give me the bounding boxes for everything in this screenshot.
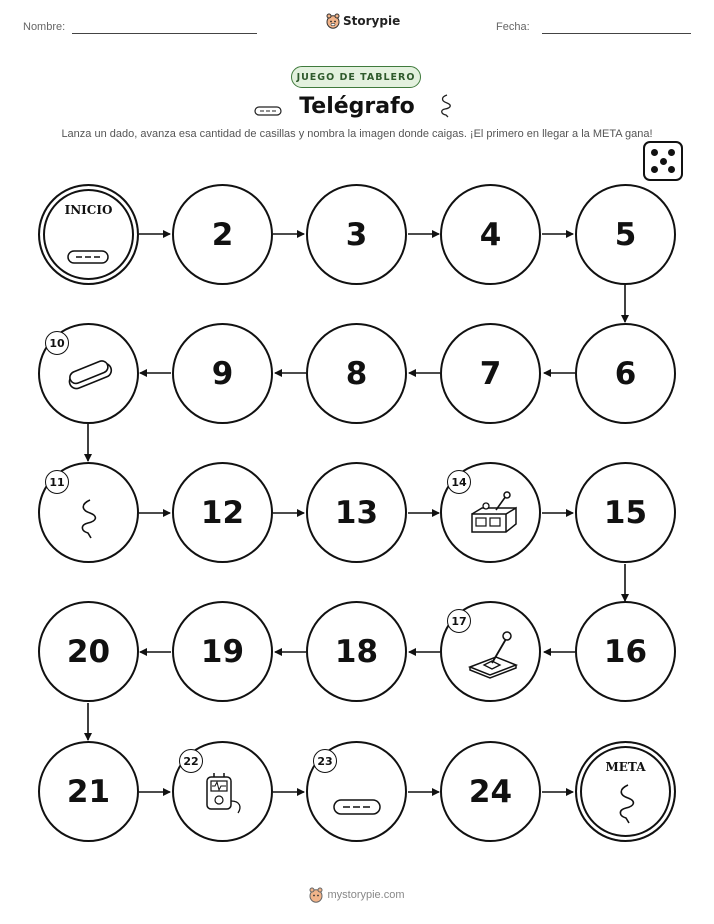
date-label: Fecha:: [496, 21, 530, 33]
board-cell-21: 21: [38, 741, 139, 842]
board-cell-start: [38, 184, 139, 285]
board-cell-2: 2: [172, 184, 273, 285]
board-cell-12: 12: [172, 462, 273, 563]
board-cell-23: [306, 741, 407, 842]
board-cell-3: 3: [306, 184, 407, 285]
finish-label: META: [605, 760, 646, 774]
cell-number-badge: 22: [179, 749, 203, 773]
board-cell-9: 9: [172, 323, 273, 424]
board-cell-11: [38, 462, 139, 563]
board-cell-20: 20: [38, 601, 139, 702]
board-cell-18: 18: [306, 601, 407, 702]
footer-site[interactable]: mystorypie.com: [327, 889, 405, 901]
telegraph-bar-icon: [333, 787, 381, 823]
cell-number-badge: 14: [447, 470, 471, 494]
page-title: Telégrafo: [299, 94, 415, 119]
brand-name: Storypie: [343, 14, 401, 28]
telegraph-wire-icon: [615, 783, 639, 833]
telegraph-bar-icon: [67, 236, 109, 272]
storypie-mascot-icon: [309, 887, 323, 903]
game-type-badge: JUEGO DE TABLERO: [291, 66, 421, 88]
start-label: INICIO: [64, 203, 113, 217]
cell-number-badge: 23: [313, 749, 337, 773]
board-cell-22: [172, 741, 273, 842]
telegraph-wire-icon: [76, 498, 102, 548]
cell-number-badge: 17: [447, 609, 471, 633]
telegraph-machine-icon: [466, 490, 522, 544]
board-cell-15: 15: [575, 462, 676, 563]
board-cell-13: 13: [306, 462, 407, 563]
board-cell-4: 4: [440, 184, 541, 285]
telegraph-lever-icon: [466, 629, 520, 687]
board-cell-5: 5: [575, 184, 676, 285]
name-label: Nombre:: [23, 21, 66, 33]
board-cell-finish: [575, 741, 676, 842]
board-cell-16: 16: [575, 601, 676, 702]
board-cell-24: 24: [440, 741, 541, 842]
instructions: Lanza un dado, avanza esa cantidad de casillas y nombra la imagen donde caigas. ¡El primero en llegar a la META gana!: [61, 128, 653, 140]
board-cell-14: [440, 462, 541, 563]
board-cell-6: 6: [575, 323, 676, 424]
footer: [0, 887, 714, 903]
telegraph-key-icon: [64, 357, 116, 401]
cell-number-badge: 11: [45, 470, 69, 494]
telegraph-device-icon: [204, 771, 248, 825]
cell-number-badge: 10: [45, 331, 69, 355]
board-cell-17: [440, 601, 541, 702]
board-cell-7: 7: [440, 323, 541, 424]
board-cell-10: [38, 323, 139, 424]
board-cell-8: 8: [306, 323, 407, 424]
board-cell-19: 19: [172, 601, 273, 702]
